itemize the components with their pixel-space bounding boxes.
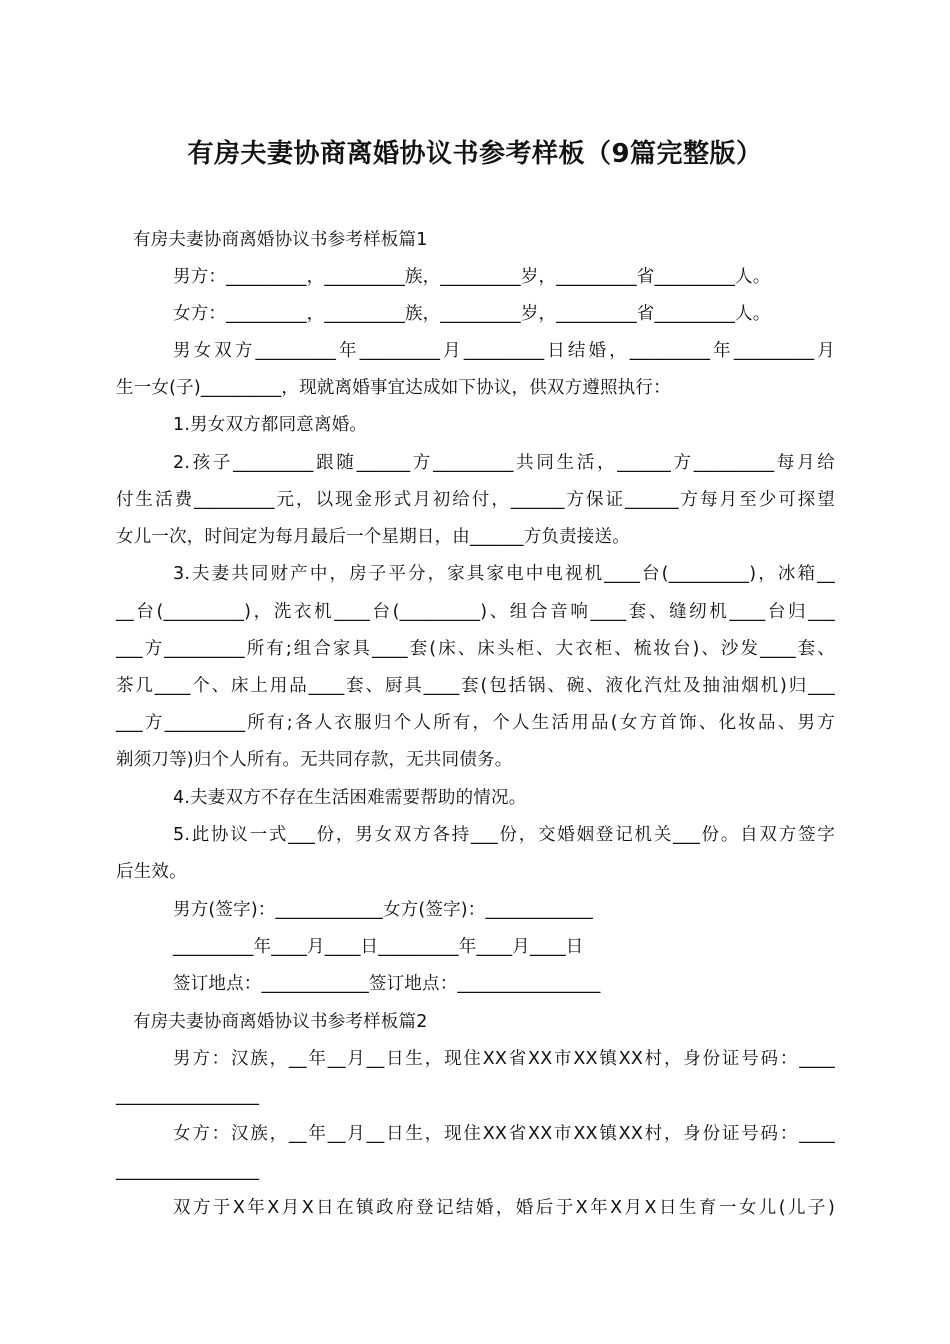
paragraph-line: 后生效。 (116, 862, 187, 882)
paragraph-line: 男方：汉族，__年__月__日生，现住XX省XX市XX镇XX村，身份证号码：____ (173, 1049, 835, 1069)
paragraph-line: 双方于X年X月X日在镇政府登记结婚，婚后于X年X月X日生育一女儿(儿子) (173, 1198, 835, 1218)
document-title: 有房夫妻协商离婚协议书参考样板（9篇完整版） (187, 139, 763, 169)
paragraph-line: 生一女(子)_________，现就离婚事宜达成如下协议，供双方遵照执行： (116, 378, 671, 398)
paragraph-line: 付生活费_________元，以现金形式月初给付，______方保证______方每月至少可探望 (116, 490, 835, 510)
paragraph-line: 2.孩子_________跟随______方_________共同生活，______方_________每月给 (173, 453, 835, 473)
place-line: 签订地点：____________签订地点：________________ (173, 974, 601, 994)
paragraph-line: ________________ (116, 1161, 260, 1181)
section-heading-2: 有房夫妻协商离婚协议书参考样板篇2 (133, 1012, 428, 1032)
paragraph-line: 5.此协议一式___份，男女双方各持___份，交婚姻登记机关___份。自双方签字 (173, 825, 835, 845)
paragraph-line: 1.男女双方都同意离婚。 (173, 415, 368, 435)
date-line: _________年____月____日_________年____月____日 (173, 937, 584, 957)
paragraph-line: ___方_________所有;组合家具____套(床、床头柜、大衣柜、梳妆台)、沙发____套、 (116, 639, 835, 659)
paragraph-line: 男方：_________，_________族，_________岁，_________省_________人。 (173, 267, 771, 287)
paragraph-line: 女方：汉族，__年__月__日生，现住XX省XX市XX镇XX村，身份证号码：____ (173, 1124, 835, 1144)
paragraph-line: 女方：_________，_________族，_________岁，_________省_________人。 (173, 304, 771, 324)
paragraph-line: 3.夫妻共同财产中，房子平分，家具家电中电视机____台(_________)，冰箱__ (173, 564, 835, 584)
paragraph-line: 剃须刀等)归个人所有。无共同存款，无共同债务。 (116, 750, 513, 770)
signature-line: 男方(签字)：____________女方(签字)：____________ (173, 900, 593, 920)
paragraph-line: 女儿一次，时间定为每月最后一个星期日，由______方负责接送。 (116, 527, 630, 547)
paragraph-line: 4.夫妻双方不存在生活困难需要帮助的情况。 (173, 788, 527, 808)
section-heading-1: 有房夫妻协商离婚协议书参考样板篇1 (133, 230, 428, 250)
paragraph-line: 茶几____个、床上用品____套、厨具____套(包括锅、碗、液化汽灶及抽油烟机)归___ (116, 676, 835, 696)
paragraph-line: ________________ (116, 1086, 260, 1106)
paragraph-line: 男女双方_________年_________月_________日结婚，_________年_________月 (173, 341, 835, 361)
paragraph-line: ___方_________所有;各人衣服归个人所有，个人生活用品(女方首饰、化妆品、男方 (116, 713, 835, 733)
paragraph-line: __台(_________)，洗衣机____台(_________)、组合音响____套、缝纫机____台归___ (116, 602, 835, 622)
